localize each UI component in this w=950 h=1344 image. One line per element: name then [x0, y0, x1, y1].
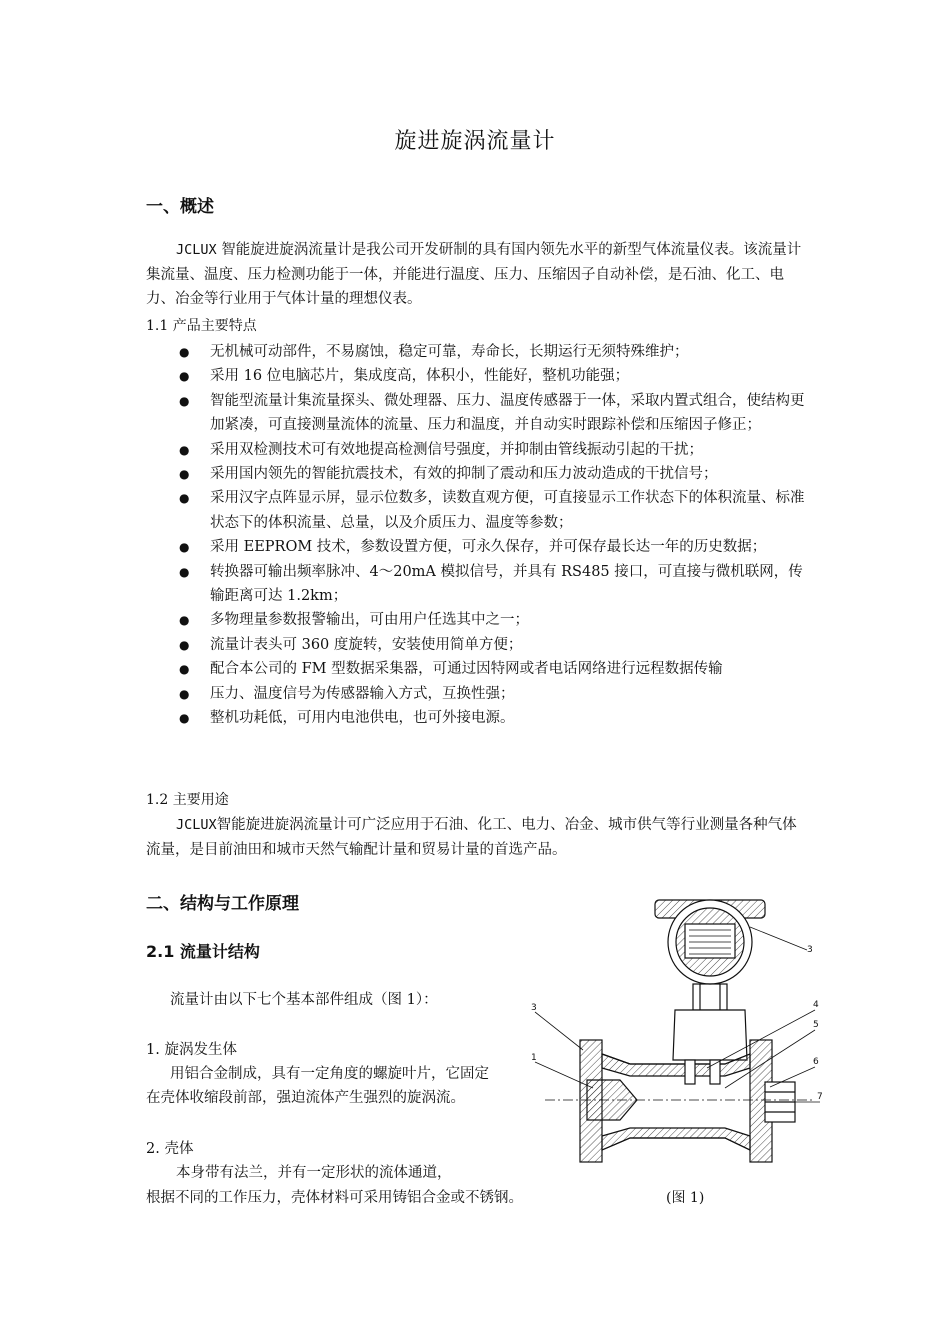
brand-name: JCLUX	[176, 817, 217, 833]
part1-heading: 1. 旋涡发生体	[146, 1042, 237, 1058]
bullet-icon: ●	[179, 442, 190, 457]
structure-intro: 流量计由以下七个基本部件组成（图 1）：	[170, 992, 438, 1008]
flowmeter-figure	[525, 892, 825, 1192]
bullet-icon: ●	[179, 540, 190, 555]
section-heading-overview: 一、概述	[146, 197, 214, 217]
list-item: ● 采用 EEPROM 技术，参数设置方便，可永久保存，并可保存最长达一年的历史数据；	[146, 535, 811, 559]
brand-name: JCLUX	[176, 242, 217, 258]
uses-paragraph	[146, 813, 809, 862]
bullet-icon: ●	[179, 345, 190, 359]
bullet-icon: ●	[179, 564, 190, 579]
list-item: ● 采用汉字点阵显示屏，显示位数多，读数直观方便，可直接显示工作状态下的体积流量、标准状态下的体积流量、总量，以及介质压力、温度等参数；	[146, 486, 811, 535]
list-item: ● 采用 16 位电脑芯片，集成度高，体积小，性能好，整机功能强；	[146, 364, 811, 388]
list-item: ● 无机械可动部件，不易腐蚀，稳定可靠，寿命长，长期运行无须特殊维护；	[146, 340, 811, 364]
bullet-icon: ●	[179, 686, 190, 701]
bullet-icon: ●	[179, 613, 190, 628]
bullet-icon: ●	[179, 467, 190, 482]
list-item: ● 压力、温度信号为传感器输入方式，互换性强；	[146, 682, 811, 706]
part1-text: 用铝合金制成，具有一定角度的螺旋叶片，它固定在壳体收缩段前部，强迫流体产生强烈的旋涡流。	[146, 1066, 489, 1106]
bullet-icon: ●	[179, 711, 190, 726]
part1-paragraph	[146, 1062, 502, 1110]
figure-label: 1	[531, 1053, 537, 1063]
list-item: ● 采用双检测技术可有效地提高检测信号强度，并抑制由管线振动引起的干扰；	[146, 438, 811, 462]
subsection-heading-structure: 2.1 流量计结构	[146, 942, 260, 961]
bullet-icon: ●	[179, 393, 190, 408]
uses-heading: 1.2 主要用途	[146, 792, 229, 808]
list-item: ● 整机功耗低，可用内电池供电，也可外接电源。	[146, 706, 811, 730]
list-item: ● 流量计表头可 360 度旋转，安装使用简单方便；	[146, 633, 811, 657]
part2-line2: 根据不同的工作压力，壳体材料可采用铸铝合金或不锈钢。	[146, 1190, 523, 1206]
figure-label: 3	[807, 945, 813, 955]
uses-text: 智能旋进旋涡流量计可广泛应用于石油、化工、电力、冶金、城市供气等行业测量各种气体流量，是目前油田和城市天然气输配计量和贸易计量的首选产品。	[146, 817, 797, 858]
list-item: ● 智能型流量计集流量探头、微处理器、压力、温度传感器于一体，采取内置式组合，使结构更加紧凑，可直接测量流体的流量、压力和温度，并自动实时跟踪补偿和压缩因子修正；	[146, 389, 811, 438]
section-heading-structure: 二、结构与工作原理	[146, 894, 299, 914]
figure-label: 5	[813, 1020, 819, 1030]
list-item: ● 配合本公司的 FM 型数据采集器，可通过因特网或者电话网络进行远程数据传输	[146, 657, 811, 681]
intro-paragraph	[146, 238, 809, 312]
part2-heading: 2. 壳体	[146, 1141, 194, 1157]
page-title: 旋进旋涡流量计	[394, 129, 556, 154]
list-item: ● 转换器可输出频率脉冲、4～20mA 模拟信号，并具有 RS485 接口，可直接与微机联网，传输距离可达 1.2km；	[146, 560, 811, 609]
figure-caption: (图 1)	[666, 1190, 705, 1206]
bullet-icon: ●	[179, 662, 190, 677]
figure-label: 6	[813, 1057, 819, 1067]
features-list	[146, 340, 811, 731]
list-item: ● 采用国内领先的智能抗震技术，有效的抑制了震动和压力波动造成的干扰信号；	[146, 462, 811, 486]
bullet-icon: ●	[179, 491, 190, 506]
bullet-icon: ●	[179, 637, 190, 652]
bullet-icon: ●	[179, 369, 190, 384]
figure-label: 4	[813, 1000, 819, 1010]
part2-line1: 本身带有法兰，并有一定形状的流体通道，	[176, 1165, 452, 1181]
figure-label: 7	[817, 1092, 823, 1102]
figure-label: 3	[531, 1003, 537, 1013]
features-heading: 1.1 产品主要特点	[146, 318, 257, 334]
intro-text: 智能旋进旋涡流量计是我公司开发研制的具有国内领先水平的新型气体流量仪表。该流量计集流量、温度、压力检测功能于一体，并能进行温度、压力、压缩因子自动补偿，是石油、化工、电力、冶金等行业用于气体计量的理想仪表。	[146, 242, 802, 307]
list-item: ● 多物理量参数报警输出，可由用户任选其中之一；	[146, 608, 811, 632]
